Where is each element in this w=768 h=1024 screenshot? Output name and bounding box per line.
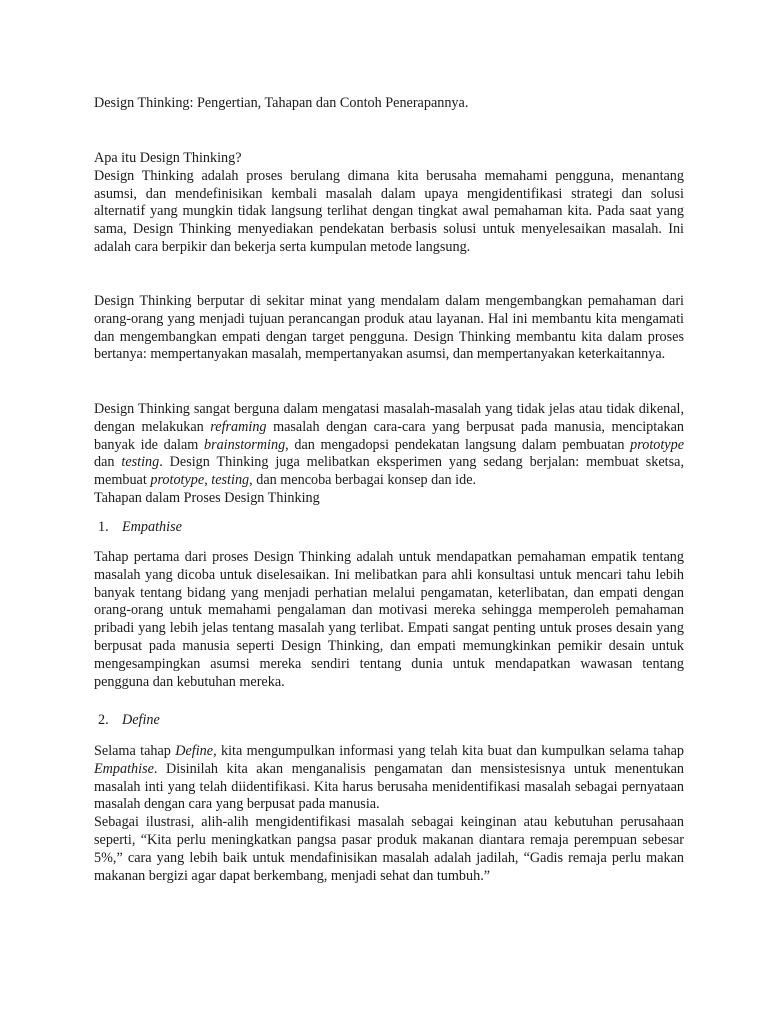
italic-term: Empathise — [94, 760, 154, 777]
paragraph — [94, 401, 684, 490]
text-run: , dan mencoba berbagai konsep dan ide. — [249, 472, 477, 489]
step-label: Empathise — [122, 519, 182, 535]
text-run: . Design Thinking juga melibatkan eksperimen yang sedang berjalan: membuat sketsa, membuat — [94, 454, 684, 489]
italic-term: prototype — [150, 472, 205, 489]
paragraph — [94, 743, 684, 814]
section-heading: Apa itu Design Thinking? — [94, 150, 242, 166]
section-what-is — [94, 150, 684, 257]
step-2-paragraphs — [94, 743, 684, 885]
list-number: 1. — [98, 519, 109, 535]
paragraph-3 — [94, 401, 684, 508]
list-number: 2. — [98, 712, 109, 728]
text-run: , — [204, 472, 212, 489]
text-run: , kita mengumpulkan informasi yang telah kita buat dan kumpulkan selama tahap — [213, 743, 684, 759]
document-title: Design Thinking: Pengertian, Tahapan dan Contoh Penerapannya. — [94, 95, 469, 111]
step-1-paragraph — [94, 549, 684, 691]
italic-term: reframing — [210, 418, 267, 435]
text-run: , dan mengadopsi pendekatan langsung dalam pembuatan — [285, 436, 631, 453]
italic-term: brainstorming — [203, 436, 286, 453]
italic-term: prototype — [630, 436, 684, 453]
paragraph: Design Thinking adalah proses berulang dimana kita berusaha memahami pengguna, menantang asumsi, dan mendefinisikan kembali masalah dalam upaya mengidentifikasi strategi dan solusi alternatif yang mungkin tidak langsung terlihat dengan tingkat awal pemahaman kita. Pada saat yang sama, Design Thinking menyediakan pendekatan berbasis solusi untuk menyelesaikan masalah. Ini adalah cara berpikir dan bekerja serta kumpulan metode langsung. — [94, 167, 684, 255]
text-run: Design Thinking sangat berguna dalam mengatasi masalah-masalah yang tidak jelas atau tidak dikenal, dengan melakukan — [94, 401, 684, 435]
step-1-heading — [98, 518, 182, 536]
paragraph: Design Thinking berputar di sekitar minat yang mendalam dalam mengembangkan pemahaman dari orang-orang yang menjadi tujuan perancangan produk atau layanan. Hal ini membantu kita mengamati dan mengembangkan empati dengan target pengguna. Design Thinking membantu kita dalam proses bertanya: mempertanyakan masalah, mempertanyakan asumsi, dan mempertanyakan keterkaitannya. — [94, 293, 684, 363]
paragraph: Tahap pertama dari proses Design Thinking adalah untuk mendapatkan pemahaman empatik tentang masalah yang dicoba untuk diselesaikan. Ini melibatkan para ahli konsultasi untuk mencari tahu lebih banyak tentang bidang yang menjadi perhatian melalui pengamatan, keterlibatan, dan empati dengan orang-orang untuk memahami pengalaman dan motivasi mereka sehingga memperoleh pemahaman pribadi yang lebih jelas tentang masalah yang terlibat. Empati sangat penting untuk proses desain yang berpusat pada manusia seperti Design Thinking, dan empati memungkinkan pemikir desain untuk mengesampingkan asumsi mereka sendiri tentang dunia untuk mendapatkan wawasan tentang pengguna dan kebutuhan mereka. — [94, 549, 684, 690]
step-2-heading — [98, 711, 160, 729]
paragraph: Sebagai ilustrasi, alih-alih mengidentifikasi masalah sebagai keinginan atau kebutuhan perusahaan seperti, “Kita perlu meningkatkan pangsa pasar produk makanan diantara remaja perempuan sebesar 5%,” cara yang lebih baik untuk mendafinisikan masalah adalah jadilah, “Gadis remaja perlu makan makanan bergizi agar dapat berkembang, menjadi sehat dan tumbuh.” — [94, 814, 684, 884]
paragraph-2 — [94, 293, 684, 364]
italic-term: Define — [175, 743, 214, 759]
section-heading: Tahapan dalam Proses Design Thinking — [94, 489, 320, 506]
step-label: Define — [122, 712, 160, 728]
text-run: Selama tahap — [94, 743, 176, 759]
text-run: dan — [94, 454, 122, 471]
italic-term: testing — [121, 454, 160, 471]
text-run: masalah dengan cara-cara yang berpusat pada manusia, menciptakan banyak ide dalam — [94, 418, 684, 453]
text-run: . Disinilah kita akan menganalisis pengamatan dan mensistesisnya untuk menentukan masalah inti yang telah diidentifikasi. Kita harus berusaha menidentifikasi masalah sebagai pernyataan masalah dengan cara yang berpusat pada manusia. — [94, 760, 684, 813]
italic-term: testing — [211, 472, 250, 489]
